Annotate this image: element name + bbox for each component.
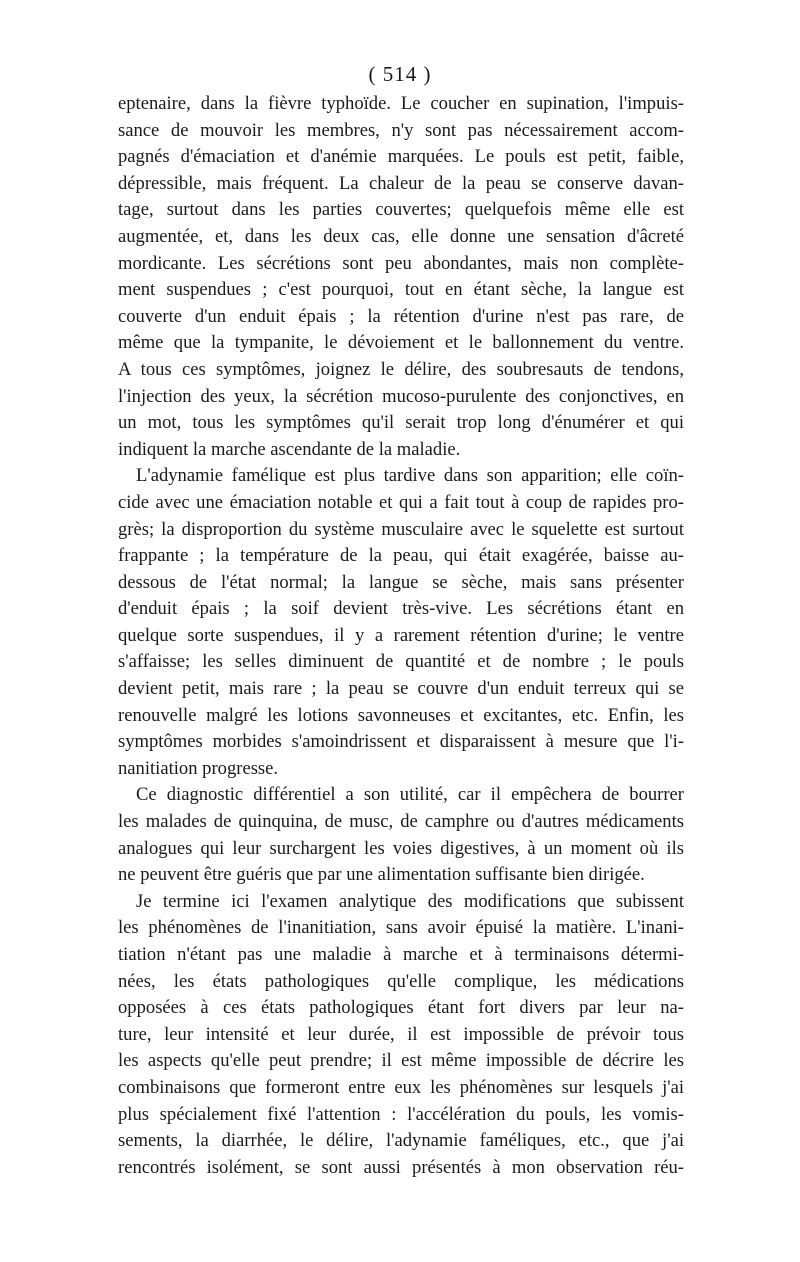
text-line: indiquent la marche ascendante de la maladie. (118, 438, 461, 460)
text-line: quelque sorte suspendues, il y a rarement rétention d'urine; le ventre (118, 624, 684, 646)
text-line: L'adynamie famélique est plus tardive dans son apparition; elle coïn- (136, 465, 684, 487)
text-line: d'enduit épais ; la soif devient très-vive. Les sécrétions étant en (118, 598, 684, 620)
text-line: opposées à ces états pathologiques étant fort divers par leur na- (118, 997, 684, 1019)
text-line: tiation n'étant pas une maladie à marche et à terminaisons détermi- (118, 944, 684, 965)
text-line: plus spécialement fixé l'attention : l'accélération du pouls, les vomis- (118, 1103, 684, 1125)
text-line: dessous de l'état normal; la langue se sèche, mais sans présenter (118, 571, 684, 593)
text-line: ture, leur intensité et leur durée, il est impossible de prévoir tous (118, 1023, 684, 1045)
text-line: sements, la diarrhée, le délire, l'adynamie faméliques, etc., que j'ai (118, 1130, 684, 1152)
text-line: rencontrés isolément, se sont aussi présentés à mon observation réu- (118, 1156, 684, 1178)
text-line: A tous ces symptômes, joignez le délire, des soubresauts de tendons, (118, 358, 684, 380)
text-line: un mot, tous les symptômes qu'il serait trop long d'énumérer et qui (118, 412, 684, 434)
body-text (118, 91, 684, 1181)
text-line: devient petit, mais rare ; la peau se couvre d'un enduit terreux qui se (118, 678, 684, 700)
text-line: pagnés d'émaciation et d'anémie marquées. Le pouls est petit, faible, (118, 146, 684, 168)
text-line: dépressible, mais fréquent. La chaleur de la peau se conserve davan- (118, 172, 684, 194)
text-line: analogues qui leur surchargent les voies digestives, à un moment où ils (118, 837, 684, 859)
text-line: couverte d'un enduit épais ; la rétention d'urine n'est pas rare, de (118, 305, 684, 327)
text-line: renouvelle malgré les lotions savonneuses et excitantes, etc. Enfin, les (118, 704, 684, 726)
text-line: augmentée, et, dans les deux cas, elle donne une sensation d'âcreté (118, 225, 684, 247)
paragraph (118, 782, 684, 888)
text-line: combinaisons que formeront entre eux les phénomènes sur lesquels j'ai (118, 1076, 684, 1098)
page-number: ( 514 ) (368, 62, 432, 86)
text-line: mordicante. Les sécrétions sont peu abondantes, mais non complète- (118, 252, 684, 274)
text-line: s'affaisse; les selles diminuent de quantité et de nombre ; le pouls (118, 651, 684, 673)
text-line: tage, surtout dans les parties couvertes; quelquefois même elle est (118, 199, 684, 221)
paragraph (118, 889, 684, 1182)
text-line: l'injection des yeux, la sécrétion mucoso-purulente des conjonctives, en (118, 385, 684, 407)
text-line: frappante ; la température de la peau, qui était exagérée, baisse au- (118, 545, 684, 567)
text-line: sance de mouvoir les membres, n'y sont pas nécessairement accom- (118, 119, 684, 141)
text-line: eptenaire, dans la fièvre typhoïde. Le coucher en supination, l'impuis- (118, 93, 684, 114)
text-line: Je termine ici l'examen analytique des modifications que subissent (136, 890, 684, 912)
paragraph (118, 463, 684, 782)
text-line: même que la tympanite, le dévoiement et le ballonnement du ventre. (118, 332, 684, 354)
text-line: grès; la disproportion du système musculaire avec le squelette est surtout (118, 518, 684, 540)
text-line: les phénomènes de l'inanitiation, sans avoir épuisé la matière. L'inani- (118, 917, 684, 939)
text-line: les malades de quinquina, de musc, de camphre ou d'autres médicaments (118, 811, 684, 833)
text-line: Ce diagnostic différentiel a son utilité, car il empêchera de bourrer (136, 784, 684, 806)
text-line: nanitiation progresse. (118, 757, 279, 779)
text-line: ne peuvent être guéris que par une alimentation suffisante bien dirigée. (118, 864, 645, 886)
text-line: ment suspendues ; c'est pourquoi, tout en étant sèche, la langue est (118, 279, 684, 301)
paragraph (118, 91, 684, 463)
text-line: nées, les états pathologiques qu'elle complique, les médications (118, 970, 684, 992)
text-line: les aspects qu'elle peut prendre; il est même impossible de décrire les (118, 1050, 684, 1072)
text-line: symptômes morbides s'amoindrissent et disparaissent à mesure que l'i- (118, 731, 684, 753)
text-line: cide avec une émaciation notable et qui a fait tout à coup de rapides pro- (118, 491, 684, 513)
